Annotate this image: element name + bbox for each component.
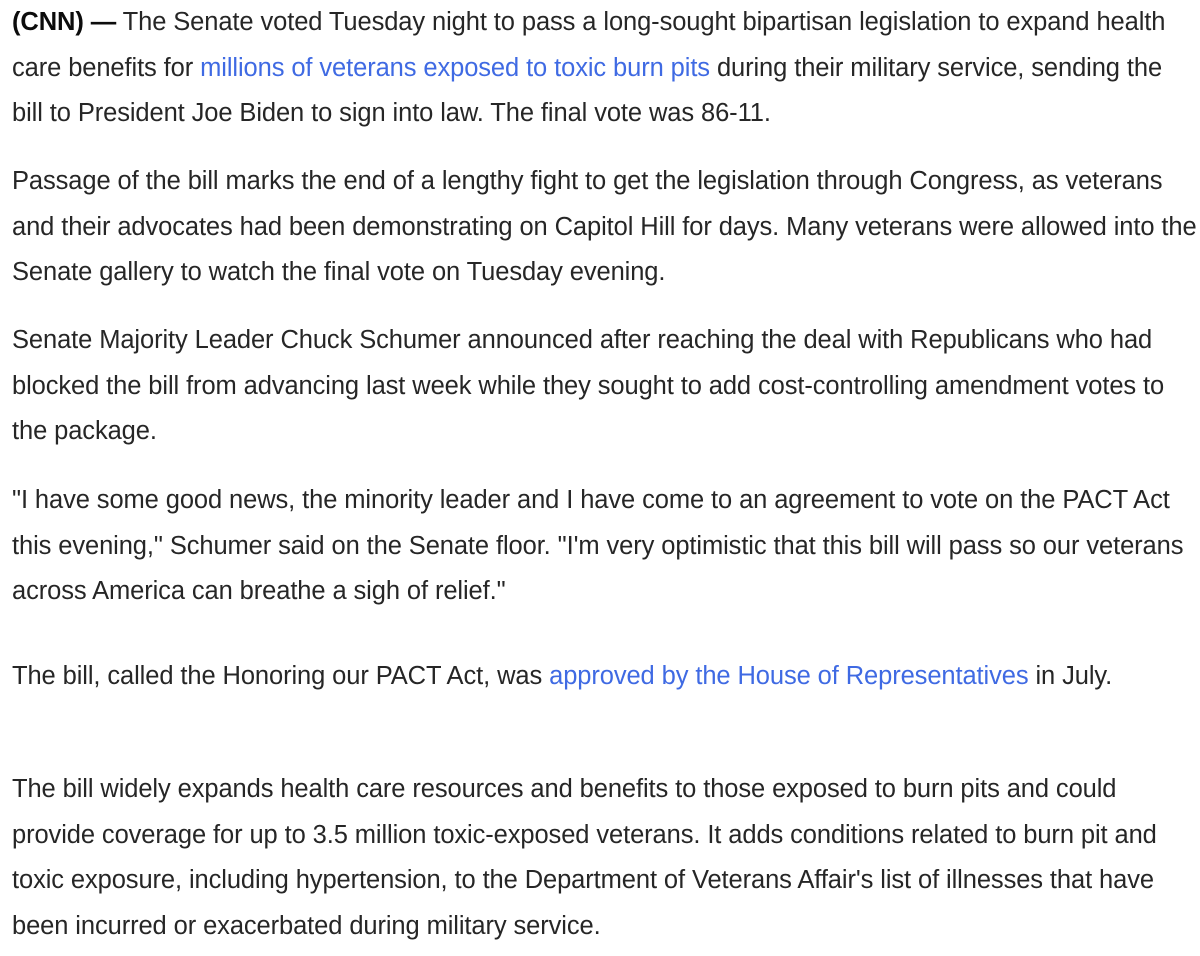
- paragraph-5-text-after: in July.: [1028, 662, 1113, 690]
- article-paragraph-2: Passage of the bill marks the end of a lengthy fight to get the legislation through Congress, as veterans and their advocates had been demonstrating on Capitol Hill for days. Many veterans were allowed into the Senate gallery to watch the final vote on Tuesday evening.: [12, 167, 1197, 287]
- article-paragraph-1: [12, 0, 1198, 137]
- article-paragraph-5: [12, 654, 1198, 700]
- source-label: (CNN) —: [12, 8, 117, 36]
- paragraph-5-text-before: The bill, called the Honoring our PACT Act, was: [12, 662, 550, 690]
- article-paragraph-3: Senate Majority Leader Chuck Schumer announced after reaching the deal with Republicans who had blocked the bill from advancing last week while they sought to add cost-controlling amendment votes to the package.: [12, 326, 1165, 446]
- burn-pits-veterans-link[interactable]: millions of veterans exposed to toxic burn pits: [200, 53, 710, 82]
- paragraph-1-text-after: during their military service, sending the bill to President Joe Biden to sign into law. The final vote was 86-11.: [12, 53, 1163, 128]
- house-approval-link[interactable]: approved by the House of Representatives: [549, 662, 1029, 690]
- paragraph-1-text-before: The Senate voted Tuesday night to pass a long-sought bipartisan legislation to expand health care benefits for: [12, 8, 1166, 82]
- article-paragraph-4: "I have some good news, the minority leader and I have come to an agreement to vote on the PACT Act this evening," Schumer said on the Senate floor. "I'm very optimistic that this bill will pass so our veterans across America can breathe a sigh of relief.": [12, 486, 1184, 606]
- article-paragraph-6: The bill widely expands health care resources and benefits to those exposed to burn pits and could provide coverage for up to 3.5 million toxic-exposed veterans. It adds conditions related to burn pit and toxic exposure, including hypertension, to the Department of Veterans Affair's list of illnesses that have been incurred or exacerbated during military service.: [12, 775, 1157, 940]
